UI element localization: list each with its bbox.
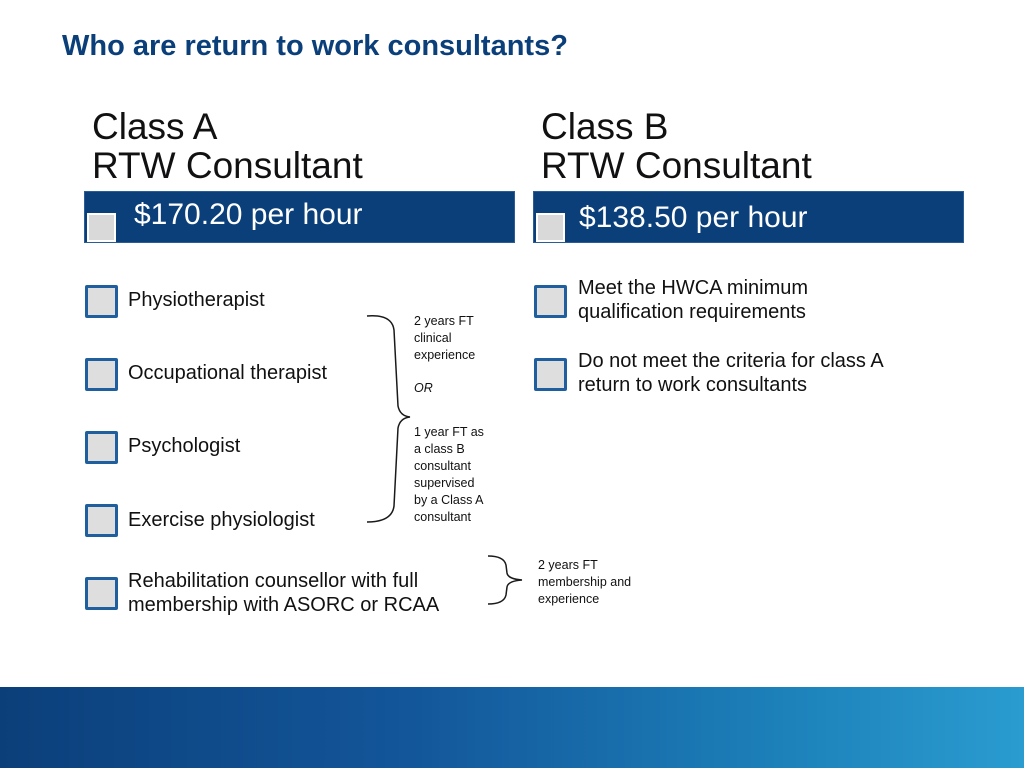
class-b-item-meet-hwca: [578, 276, 808, 324]
note-line: 1 year FT as: [414, 425, 484, 439]
footer-band: [0, 687, 1024, 768]
note-line: 2 years FT: [538, 558, 598, 572]
checkbox-icon: [85, 577, 118, 610]
rehab-line2: membership with ASORC or RCAA: [128, 594, 440, 616]
class-a-rate-bullet: [87, 213, 116, 242]
item-line: Meet the HWCA minimum: [578, 277, 809, 299]
slide-title: Who are return to work consultants?: [62, 30, 568, 62]
note-line: membership and: [538, 575, 632, 589]
note-line: supervised: [414, 476, 475, 490]
class-b-item-not-meet-criteria: [578, 349, 884, 397]
class-b-heading: [541, 107, 812, 185]
class-a-heading-line1: Class A: [92, 106, 218, 147]
checkbox-icon: [85, 285, 118, 318]
class-a-item-psychologist: Psychologist: [128, 435, 241, 457]
checkbox-icon: [534, 285, 567, 318]
class-b-rate: $138.50 per hour: [579, 201, 808, 234]
item-line: return to work consultants: [578, 374, 807, 396]
class-a-heading-line2: RTW Consultant: [92, 145, 363, 186]
item-line: Do not meet the criteria for class A: [578, 350, 884, 372]
class-b-heading-line1: Class B: [541, 106, 669, 147]
class-b-heading-line2: RTW Consultant: [541, 145, 812, 186]
note-line: experience: [538, 592, 600, 606]
checkbox-icon: [85, 504, 118, 537]
note-line: consultant: [414, 459, 471, 473]
note-line: experience: [414, 348, 476, 362]
note-line: consultant: [414, 510, 471, 524]
class-a-rate: $170.20 per hour: [134, 198, 363, 231]
brace-icon: [486, 553, 526, 607]
class-a-item-physiotherapist: Physiotherapist: [128, 289, 265, 311]
note-or: OR: [414, 381, 433, 395]
brace-icon: [362, 310, 412, 530]
rehab-requirement-note: [538, 557, 631, 608]
class-a-item-exercise-physiologist: Exercise physiologist: [128, 509, 315, 531]
class-a-heading: [92, 107, 363, 185]
note-line: a class B: [414, 442, 465, 456]
checkbox-icon: [534, 358, 567, 391]
item-line: qualification requirements: [578, 301, 806, 323]
class-a-item-rehabilitation-counsellor: [128, 569, 439, 617]
class-b-rate-bullet: [536, 213, 565, 242]
class-a-requirement-note: [414, 313, 484, 526]
note-line: by a Class A: [414, 493, 484, 507]
note-line: clinical: [414, 331, 452, 345]
checkbox-icon: [85, 358, 118, 391]
rehab-line1: Rehabilitation counsellor with full: [128, 570, 419, 592]
class-a-item-occupational-therapist: Occupational therapist: [128, 362, 328, 384]
checkbox-icon: [85, 431, 118, 464]
note-line: 2 years FT: [414, 314, 474, 328]
